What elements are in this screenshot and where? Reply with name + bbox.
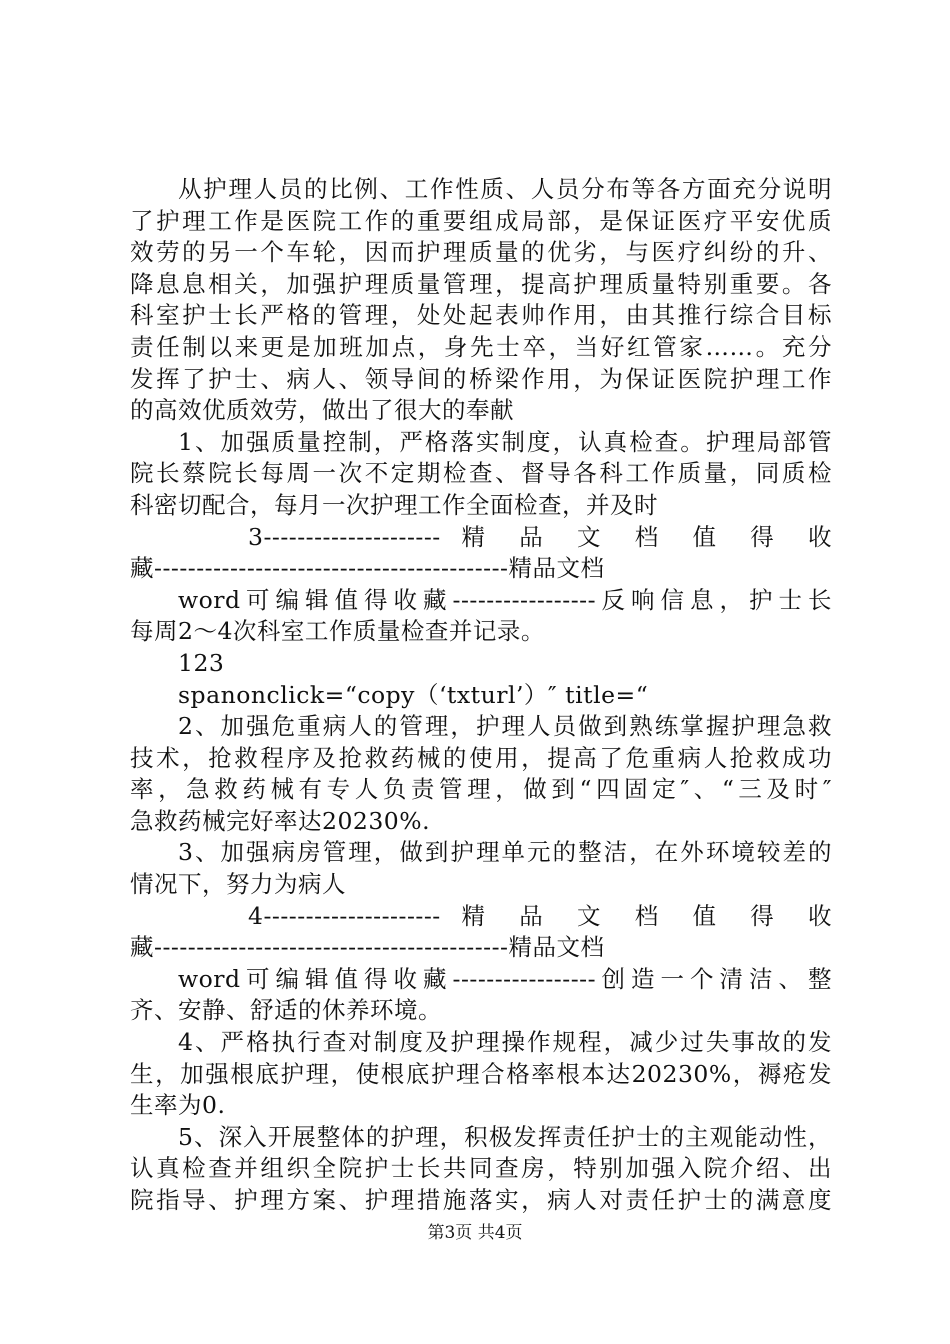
text-line: 院指导、护理方案、护理措施落实，病人对责任护士的满意度: [130, 1186, 832, 1214]
page-number-footer: 第3页 共4页: [427, 1223, 523, 1243]
text-line: 技术，抢救程序及抢救药械的使用，提高了危重病人抢救成功: [130, 743, 832, 772]
text-line: 降息息相关，加强护理质量管理，提高护理质量特别重要。各: [130, 269, 832, 298]
watermark-separator-line: 3--------------------- 精 品 文 档 值 得 收: [248, 522, 832, 551]
text-line: 情况下，努力为病人: [130, 870, 346, 899]
text-line: 5、深入开展整体的护理，积极发挥责任护士的主观能动性，: [178, 1122, 832, 1151]
text-line: 1、加强质量控制，严格落实制度，认真检查。护理局部管: [178, 427, 832, 456]
text-line: 2、加强危重病人的管理，护理人员做到熟练掌握护理急救: [178, 712, 832, 741]
text-line: 的高效优质效劳，做出了很大的奉献: [130, 396, 514, 425]
text-line: word可编辑值得收藏-----------------反响信息，护士长: [178, 585, 832, 614]
text-line: word可编辑值得收藏-----------------创造一个清洁、整: [178, 964, 832, 993]
text-line: 效劳的另一个车轮，因而护理质量的优劣，与医疗纠纷的升、: [130, 238, 832, 267]
text-line: 率，急救药械有专人负责管理，做到“四固定″、“三及时″: [130, 775, 832, 804]
text-line: 123: [178, 648, 225, 677]
text-line: 每周2～4次科室工作质量检查并记录。: [130, 617, 545, 646]
text-line: 责任制以来更是加班加点，身先士卒，当好红管家……。充分: [130, 332, 832, 361]
text-line: spanonclick=“copy（‘txturl’）″ title=“: [178, 680, 649, 709]
text-line: 生率为0.: [130, 1091, 226, 1120]
watermark-separator-line: 藏------------------------------------------精品文档: [130, 554, 605, 583]
text-line: 3、加强病房管理，做到护理单元的整洁，在外环境较差的: [178, 838, 832, 867]
watermark-separator-line: 4--------------------- 精 品 文 档 值 得 收: [248, 901, 832, 930]
text-line: 从护理人员的比例、工作性质、人员分布等各方面充分说明: [178, 175, 832, 203]
document-body: [130, 174, 832, 1217]
text-line: 生，加强根底护理，使根底护理合格率根本达20230%，褥疮发: [130, 1059, 832, 1088]
text-line: 院长蔡院长每周一次不定期检查、督导各科工作质量，同质检: [130, 459, 832, 488]
text-line: 发挥了护士、病人、领导间的桥梁作用，为保证医院护理工作: [130, 364, 832, 393]
text-line: 急救药械完好率达20230%.: [130, 806, 431, 835]
watermark-separator-line: 藏------------------------------------------精品文档: [130, 933, 605, 962]
text-line: 4、严格执行查对制度及护理操作规程，减少过失事故的发: [178, 1028, 832, 1057]
text-line: 科室护士长严格的管理，处处起表帅作用，由其推行综合目标: [130, 301, 832, 330]
text-line: 齐、安静、舒适的休养环境。: [130, 996, 442, 1025]
text-line: 科密切配合，每月一次护理工作全面检查，并及时: [130, 490, 658, 519]
text-line: 了护理工作是医院工作的重要组成局部，是保证医疗平安优质: [130, 206, 832, 235]
text-line: 认真检查并组织全院护士长共同查房，特别加强入院介绍、出: [130, 1154, 832, 1183]
